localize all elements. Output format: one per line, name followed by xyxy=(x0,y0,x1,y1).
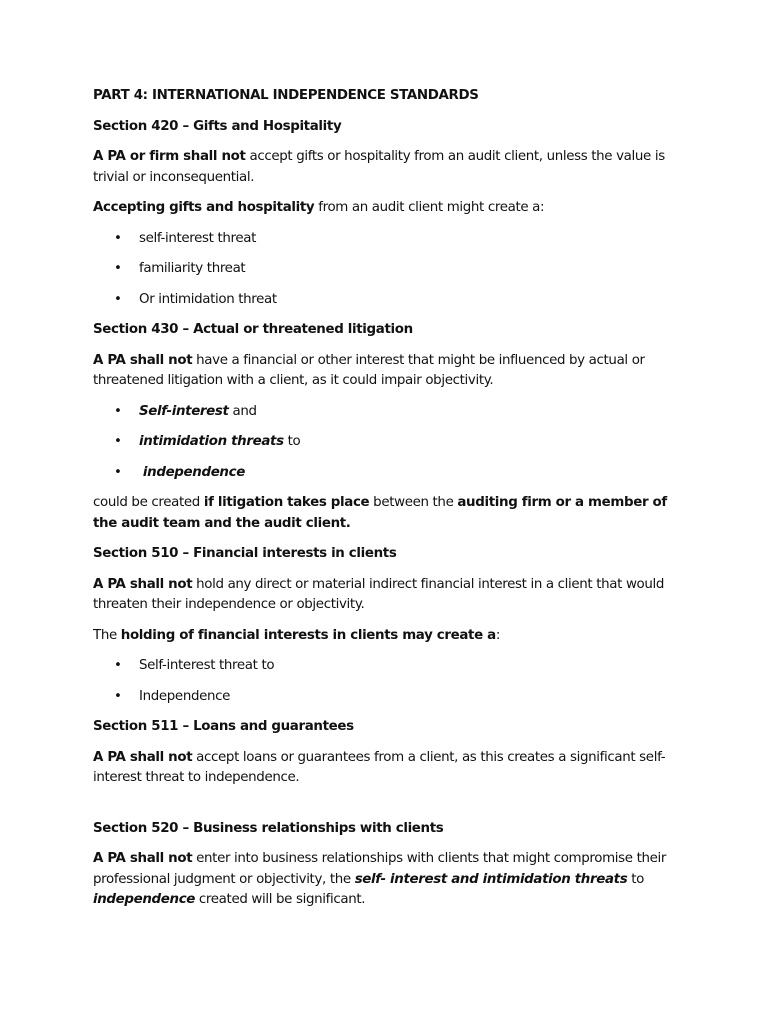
section-511-heading: Section 511 – Loans and guarantees xyxy=(93,719,354,734)
list-item xyxy=(93,290,693,311)
list-item xyxy=(93,402,693,423)
emphasis-text: holding of financial interests in clients may create a xyxy=(120,627,496,643)
bullet-icon: • xyxy=(114,291,122,307)
page-title: PART 4: INTERNATIONAL INDEPENDENCE STANDARDS xyxy=(93,88,479,103)
list-item xyxy=(93,687,693,708)
body-text: enter into business relationships with clients that might compromise their professional judgment or objectivity, the xyxy=(93,851,667,887)
section-510-threat-list xyxy=(93,656,693,707)
emphasis-text: A PA shall not xyxy=(93,352,193,368)
emphasis-text: independence xyxy=(93,892,196,907)
emphasis-text: A PA shall not xyxy=(93,576,193,592)
list-item xyxy=(93,463,693,484)
body-text: : xyxy=(495,627,500,643)
list-item-text: self-interest threat xyxy=(139,230,257,246)
bullet-icon: • xyxy=(114,658,122,673)
section-430-paragraph-1 xyxy=(93,351,693,392)
bullet-icon: • xyxy=(114,434,122,449)
section-420-paragraph-1 xyxy=(93,147,693,188)
section-510-paragraph-1 xyxy=(93,575,693,616)
section-511-paragraph-1 xyxy=(93,748,693,789)
list-item-text: Or intimidation threat xyxy=(139,291,277,307)
bullet-icon: • xyxy=(114,403,122,419)
emphasis-text: auditing firm or a member of the audit team and the audit client. xyxy=(93,495,667,531)
list-item-text: and xyxy=(228,403,257,419)
emphasis-text: A PA or firm shall not xyxy=(93,149,246,164)
body-text: between the xyxy=(369,495,458,510)
bullet-icon: • xyxy=(114,688,122,704)
emphasis-text: self- interest and intimidation threats xyxy=(354,871,628,887)
body-text: accept gifts or hospitality from an audit client, unless the value is trivial or inconsequential. xyxy=(93,149,665,185)
section-430-paragraph-2 xyxy=(93,493,693,534)
emphasis-text: intimidation threats xyxy=(139,434,284,449)
body-text: from an audit client might create a: xyxy=(314,200,545,215)
body-text: to xyxy=(627,871,644,887)
body-text: could be created xyxy=(93,495,204,510)
list-item-text: Self-interest threat to xyxy=(139,658,275,673)
bullet-icon: • xyxy=(114,230,122,246)
list-item xyxy=(93,259,693,280)
emphasis-text: Self-interest xyxy=(139,403,229,419)
section-510-heading: Section 510 – Financial interests in clients xyxy=(93,546,397,561)
emphasis-text: if litigation takes place xyxy=(203,495,370,510)
spacer xyxy=(93,799,693,819)
list-item-text: familiarity threat xyxy=(139,261,246,276)
section-430-threat-list xyxy=(93,402,693,484)
section-510-paragraph-2 xyxy=(93,626,693,647)
bullet-icon: • xyxy=(114,464,122,480)
body-text: accept loans or guarantees from a client, as this creates a significant self-interest threat to independence. xyxy=(93,749,666,785)
body-text: The xyxy=(93,627,121,643)
list-item xyxy=(93,229,693,250)
body-text: have a financial or other interest that might be influenced by actual or threatened litigation with a client, as it could impair objectivity. xyxy=(93,352,645,388)
emphasis-text: A PA shall not xyxy=(93,749,193,765)
body-text: hold any direct or material indirect financial interest in a client that would threaten their independence or objectivity. xyxy=(93,576,665,612)
list-item-text: Independence xyxy=(139,688,231,704)
section-420-paragraph-2 xyxy=(93,198,693,219)
list-item xyxy=(93,656,693,677)
list-item xyxy=(93,432,693,453)
bullet-icon: • xyxy=(114,261,122,276)
section-420-heading: Section 420 – Gifts and Hospitality xyxy=(93,118,342,134)
emphasis-text: independence xyxy=(142,464,245,480)
emphasis-text: A PA shall not xyxy=(93,851,193,866)
body-text: created will be significant. xyxy=(195,892,366,907)
section-420-threat-list xyxy=(93,229,693,311)
emphasis-text: Accepting gifts and hospitality xyxy=(93,200,315,215)
document-body xyxy=(93,86,693,921)
list-item-text: to xyxy=(283,434,301,449)
section-520-paragraph-1 xyxy=(93,849,693,911)
section-520-heading: Section 520 – Business relationships with clients xyxy=(93,820,444,836)
section-430-heading: Section 430 – Actual or threatened litigation xyxy=(93,322,413,337)
